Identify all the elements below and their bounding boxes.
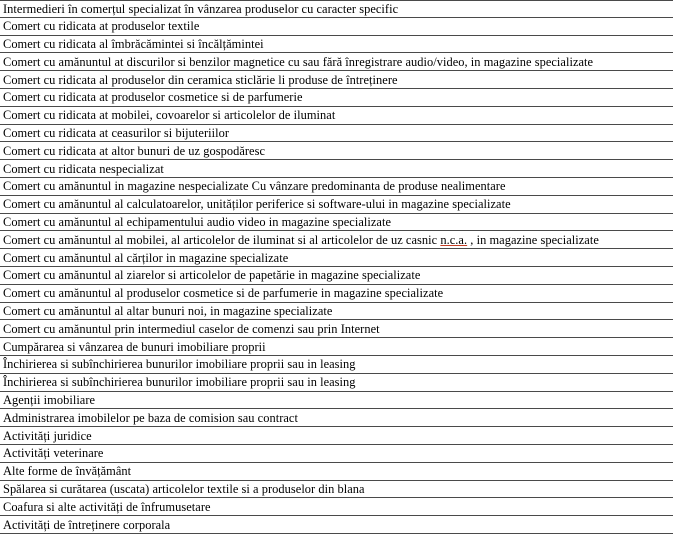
spellcheck-flagged-word: n.c.a. — [440, 232, 468, 247]
table-row — [0, 285, 673, 303]
table-row — [0, 36, 673, 54]
table-row — [0, 53, 673, 71]
table-row — [0, 0, 673, 18]
table-cell-activity: Comert cu ridicata at ceasurilor si bijuteriilor — [3, 125, 230, 140]
table-cell-activity: Închirierea si subînchirierea bunurilor imobiliare proprii sau in leasing — [3, 357, 356, 372]
table-row — [0, 445, 673, 463]
table-cell-activity: Comert cu ridicata at produselor cosmetice si de parfumerie — [3, 90, 303, 105]
table-row — [0, 142, 673, 160]
table-cell-activity: Intermedieri în comerțul specializat în vânzarea produselor cu caracter specific — [3, 1, 399, 16]
table-row — [0, 356, 673, 374]
table-row — [0, 125, 673, 143]
table-cell-activity: Comert cu ridicata at altor bunuri de uz gospodăresc — [3, 143, 266, 158]
table-cell-activity: Cumpărarea si vânzarea de bunuri imobiliare proprii — [3, 339, 266, 354]
table-row — [0, 427, 673, 445]
table-row — [0, 516, 673, 534]
table-cell-activity: Alte forme de învățământ — [3, 464, 132, 479]
table-row — [0, 18, 673, 36]
table-cell-activity: Spălarea si curătarea (uscata) articolelor textile si a produselor din blana — [3, 481, 365, 496]
table-cell-activity: Comert cu amănuntul al produselor cosmetice si de parfumerie in magazine specializate — [3, 286, 444, 301]
table-row — [0, 498, 673, 516]
table-cell-activity: Comert cu ridicata at produselor textile — [3, 19, 200, 34]
table-cell-activity: Comert cu ridicata at mobilei, covoarelor si articolelor de iluminat — [3, 108, 336, 123]
table-row — [0, 160, 673, 178]
table-row — [0, 196, 673, 214]
table-cell-activity: Comert cu amănuntul al mobilei, al articolelor de iluminat si al articolelor de uz casnic n.c.a. , in magazine specializate — [3, 232, 599, 247]
table-row — [0, 231, 673, 249]
table-cell-activity: Administrarea imobilelor pe baza de comision sau contract — [3, 410, 298, 425]
table-row — [0, 267, 673, 285]
table-cell-activity: Comert cu amănuntul al calculatoarelor, unităților periferice si software-ului in magazine specializate — [3, 197, 511, 212]
table-cell-activity: Comert cu amănuntul al echipamentului audio video in magazine specializate — [3, 214, 392, 229]
table-cell-activity: Comert cu amănuntul at discurilor si benzilor magnetice cu sau fără înregistrare audio/video, in magazine specializate — [3, 54, 594, 69]
table-cell-activity: Agenții imobiliare — [3, 392, 96, 407]
table-row — [0, 214, 673, 232]
table-cell-activity: Comert cu amănuntul al cărților in magazine specializate — [3, 250, 289, 265]
table-row — [0, 409, 673, 427]
table-cell-activity: Activități de întreținere corporala — [3, 517, 171, 532]
table-cell-activity: Comert cu ridicata nespecializat — [3, 161, 164, 176]
table-row — [0, 178, 673, 196]
table-cell-activity: Închirierea si subînchirierea bunurilor imobiliare proprii sau in leasing — [3, 375, 356, 390]
table-row — [0, 481, 673, 499]
table-row — [0, 463, 673, 481]
table-cell-activity: Activități juridice — [3, 428, 92, 443]
table-cell-activity: Comert cu ridicata al îmbrăcămintei si încălțămintei — [3, 36, 264, 51]
table-cell-activity: Comert cu amănuntul in magazine nespecializate Cu vânzare predominanta de produse nealimentare — [3, 179, 506, 194]
table-cell-activity: Activități veterinare — [3, 446, 104, 461]
table-row — [0, 320, 673, 338]
table-row — [0, 374, 673, 392]
table-row — [0, 107, 673, 125]
table-cell-activity: Comert cu ridicata al produselor din ceramica sticlărie li produse de întreținere — [3, 72, 398, 87]
table-cell-activity: Comert cu amănuntul al altar bunuri noi, in magazine specializate — [3, 303, 333, 318]
table-row — [0, 392, 673, 410]
table-row — [0, 89, 673, 107]
table-row — [0, 249, 673, 267]
table-cell-activity: Comert cu amănuntul al ziarelor si articolelor de papetărie in magazine specializate — [3, 268, 421, 283]
table-row — [0, 303, 673, 321]
table-row — [0, 71, 673, 89]
table-cell-activity: Comert cu amănuntul prin intermediul caselor de comenzi sau prin Internet — [3, 321, 380, 336]
table-row — [0, 338, 673, 356]
table-cell-activity: Coafura si alte activități de înfrumusetare — [3, 499, 211, 514]
